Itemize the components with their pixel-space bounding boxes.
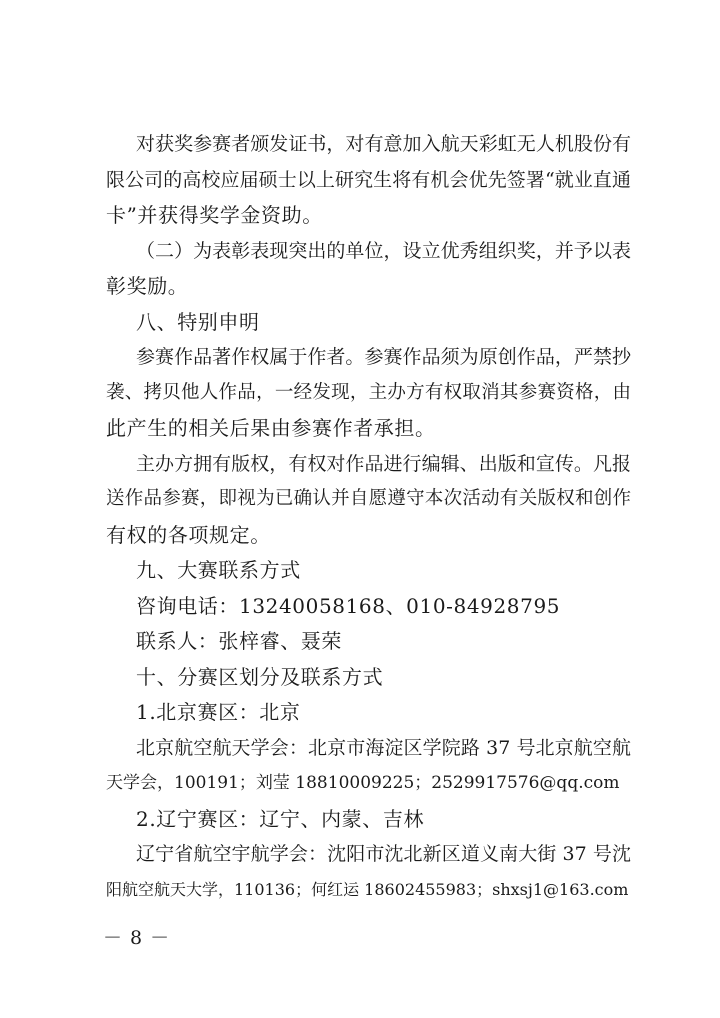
paragraph-line: 送作品参赛，即视为已确认并自愿遵守本次活动有关版权和创作 — [106, 488, 631, 509]
contact-phone: 咨询电话：13240058168、010-84928795 — [136, 594, 561, 618]
paragraph-line: 彰奖励。 — [106, 274, 189, 298]
region-heading: 1.北京赛区：北京 — [136, 700, 301, 724]
paragraph-line: 主办方拥有版权，有权对作品进行编辑、出版和宣传。凡报 — [136, 453, 631, 475]
paragraph-line: 卡”并获得奖学金资助。 — [106, 203, 323, 227]
section-heading: 九、大赛联系方式 — [136, 558, 301, 582]
paragraph-line: 对获奖参赛者颁发证书，对有意加入航天彩虹无人机股份有 — [136, 133, 631, 155]
section-heading: 八、特别申明 — [136, 310, 260, 334]
paragraph-line: 袭、拷贝他人作品，一经发现，主办方有权取消其参赛资格，由 — [106, 382, 631, 403]
contact-persons: 联系人：张梓睿、聂荣 — [136, 629, 342, 653]
paragraph-line: 有权的各项规定。 — [106, 523, 271, 547]
paragraph-line: 辽宁省航空宇航学会：沈阳市沈北新区道义南大街 37 号沈 — [136, 843, 631, 865]
section-heading: 十、分赛区划分及联系方式 — [136, 665, 384, 689]
paragraph-line: 限公司的高校应届硕士以上研究生将有机会优先签署“就业直通 — [106, 169, 631, 191]
paragraph-line: （二）为表彰表现突出的单位，设立优秀组织奖，并予以表 — [136, 240, 631, 262]
paragraph-line: 此产生的相关后果由参赛作者承担。 — [106, 416, 436, 440]
paragraph-line: 阳航空航天大学，110136；何红运 18602455983；shxsj1@163.com — [106, 880, 629, 899]
paragraph-line: 天学会，100191；刘莹 18810009225；2529917576@qq.com — [106, 773, 620, 793]
page-number: － 8 － — [103, 927, 171, 949]
region-heading: 2.辽宁赛区：辽宁、内蒙、吉林 — [136, 807, 425, 831]
paragraph-line: 北京航空航天学会：北京市海淀区学院路 37 号北京航空航 — [136, 737, 631, 759]
paragraph-line: 参赛作品著作权属于作者。参赛作品须为原创作品，严禁抄 — [136, 346, 631, 368]
